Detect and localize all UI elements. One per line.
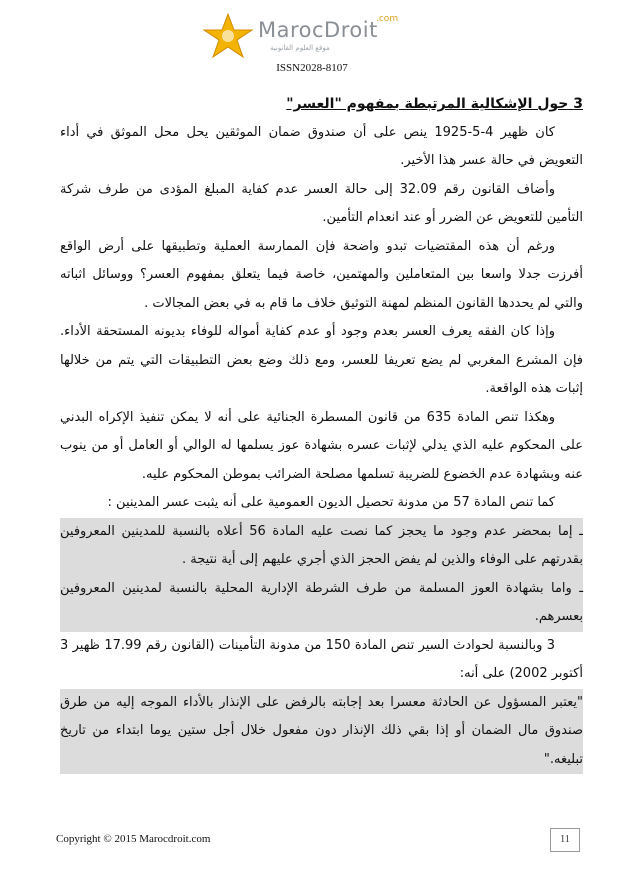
logo-text: MarocDroit	[258, 18, 378, 42]
legal-quote: "يعتبر المسؤول عن الحادثة معسرا بعد إجابته بالرفض على الإنذار بالأداء الموجه إليه من طرق صندوق مال الضمان أو إذا بقي ذلك الإنذار دون مفعول خلال أجل ستين يوما ابتداء من تاريخ تبليغه."	[60, 689, 583, 775]
section-heading: 3 حول الإشكالية المرتبطة بمفهوم "العسر"	[286, 96, 583, 112]
paragraph: كان ظهير 4-5-1925 ينص على أن صندوق ضمان الموثقين يحل محل الموثق في أداء التعويض في حالة عسر هذا الأخير.	[60, 124, 583, 168]
paragraph: وأضاف القانون رقم 32.09 إلى حالة العسر عدم كفاية المبلغ المؤدى من طرف شركة التأمين للتعويض عن الضرر أو عند انعدام التأمين.	[60, 181, 583, 225]
article-body	[60, 90, 583, 774]
site-logo[interactable]	[200, 12, 420, 60]
paragraph: وهكذا تنص المادة 635 من قانون المسطرة الجنائية على أنه لا يمكن تنفيذ الإكراه البدني على المحكوم عليه الذي يدلي لإثبات عسره بشهادة عوز يسلمها له الوالي أو العامل أو من ينوب عنه وبشهادة عدم الخضوع للضريبة تسلمها مصلحة الضرائب بموطن المحكوم عليه.	[60, 409, 583, 482]
page-number: 11	[550, 828, 580, 852]
quoted-item: ـ واما بشهادة العوز المسلمة من طرف الشرطة الإدارية المحلية بالنسبة لمدينين المعروفين بعسرهم.	[60, 575, 583, 632]
paragraph: 3 وبالنسبة لحوادث السير تنص المادة 150 من مدونة التأمينات (القانون رقم 17.99 ظهير 3 أكتوبر 2002) على أنه:	[60, 637, 583, 681]
copyright-text: Copyright © 2015 Marocdroit.com	[56, 833, 211, 845]
paragraph: وإذا كان الفقه يعرف العسر بعدم وجود أو عدم كفاية أمواله للوفاء بديونه المستحقة الأداء. فإن المشرع المغربي لم يضع تعريفا للعسر، ومع ذلك وضع بعض التطبيقات التي يتم من خلالها إثبات هذه الواقعة.	[60, 324, 583, 396]
paragraph: كما تنص المادة 57 من مدونة تحصيل الديون العمومية على أنه يثبت عسر المدينين :	[107, 495, 555, 510]
logo-suffix: .com	[376, 14, 399, 24]
logo-tagline: موقع العلوم القانونية	[270, 44, 330, 52]
star-icon	[200, 12, 256, 60]
paragraph: ورغم أن هذه المقتضيات تبدو واضحة فإن الممارسة العملية وتطبيقها على أرض الواقع أفرزت جدلا واسعا بين المتعاملين والمهتمين، خاصة فيما يتعلق بمفهوم العسر؟ ووسائل اثباته والتي لم يحددها القانون المنظم لمهنة التوثيق خلاف ما قام به في بعض المجالات .	[60, 238, 583, 311]
quoted-item: ـ إما بمحضر عدم وجود ما يحجز كما نصت عليه المادة 56 أعلاه بالنسبة للمدينين المعروفين بقدرتهم على الوفاء والذين لم يفض الحجز الذي أجري عليهم إلى أية نتيجة .	[60, 518, 583, 575]
issn-number: ISSN2028-8107	[276, 62, 348, 74]
